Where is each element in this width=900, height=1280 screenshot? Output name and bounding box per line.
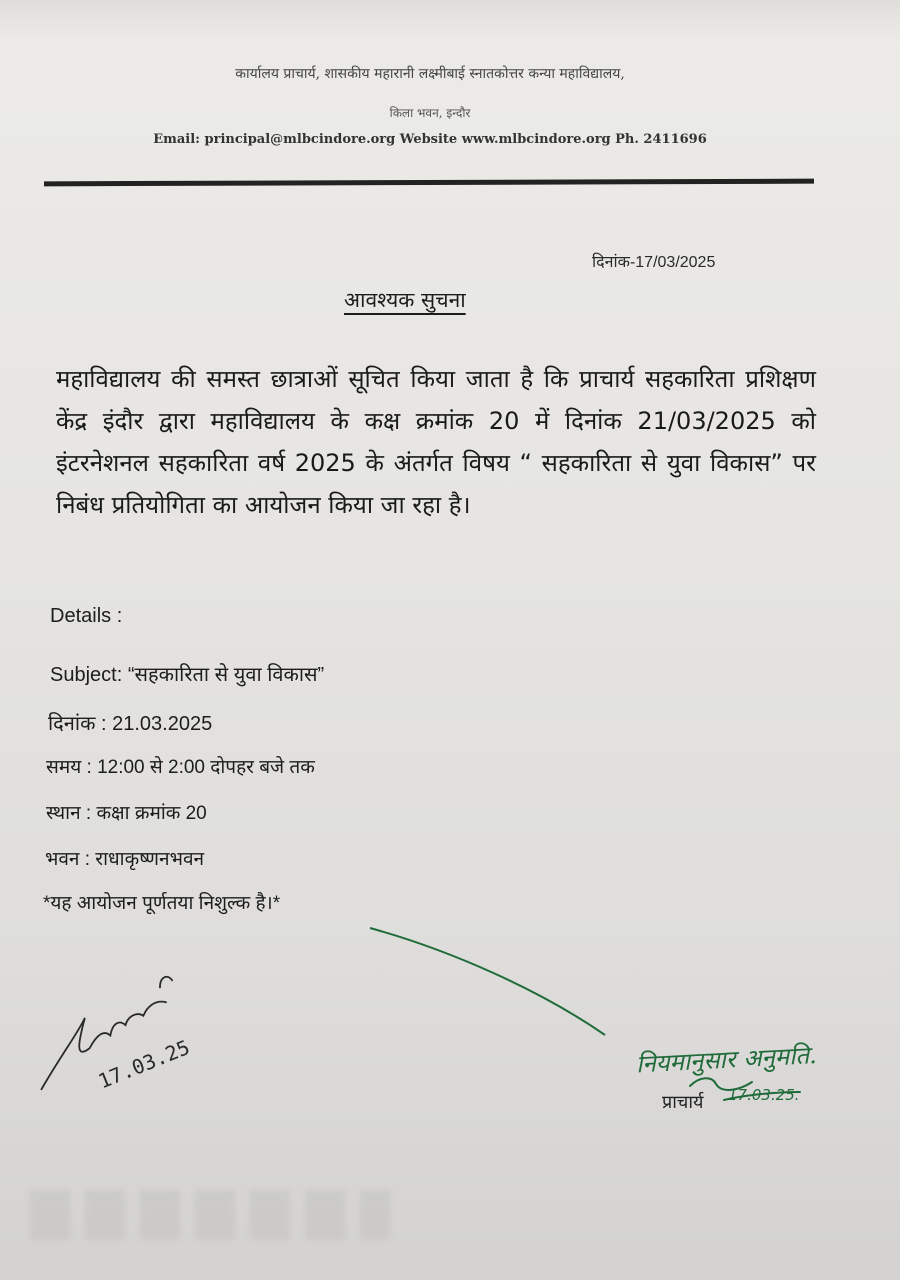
letterhead-address: किला भवन, इन्दौर (389, 106, 471, 120)
details-building: भवन : राधाकृष्णनभवन (45, 849, 205, 870)
notice-body: महाविद्यालय की समस्त छात्राओं सूचित किया जाता है कि प्राचार्य सहकारिता प्रशिक्षण केंद्र इंदौर द्वारा महाविद्यालय के कक्ष क्रमांक 20 में दिनांक 21/03/2025 को इंटरनेशनल सहकारिता वर्ष 2025 के अंतर्गत विषय “ सहकारिता से युवा विकास” पर निबंध प्रतियोगिता का आयोजन किया जा रहा है। (56, 365, 816, 519)
details-free-note: *यह आयोजन पूर्णतया निशुल्क है।* (43, 893, 281, 914)
letterhead-contact: Email: principal@mlbcindore.org Website www.mlbcindore.org Ph. 2411696 (153, 132, 707, 147)
signature-stroke-line (370, 928, 605, 1035)
details-subject: Subject: “सहकारिता से युवा विकास” (50, 664, 325, 686)
letterhead-office-name: कार्यालय प्राचार्य, शासकीय महारानी लक्ष्मीबाई स्नातकोत्तर कन्या महाविद्यालय, (235, 66, 625, 82)
details-place: स्थान : कक्षा क्रमांक 20 (46, 803, 207, 824)
notice-date: दिनांक-17/03/2025 (592, 254, 716, 271)
bleed-through-text (30, 1190, 390, 1240)
left-signature-date: 17.03.25 (94, 1035, 194, 1094)
principal-label: प्राचार्य (662, 1092, 704, 1113)
details-heading: Details : (50, 605, 123, 627)
details-date: दिनांक : 21.03.2025 (48, 713, 213, 735)
details-time: समय : 12:00 से 2:00 दोपहर बजे तक (46, 757, 315, 778)
notice-title: आवश्यक सुचना (344, 288, 466, 312)
principal-sign-date: 17.03.25. (728, 1086, 800, 1104)
right-signature-remark: नियमानुसार अनुमति. (635, 1041, 818, 1079)
